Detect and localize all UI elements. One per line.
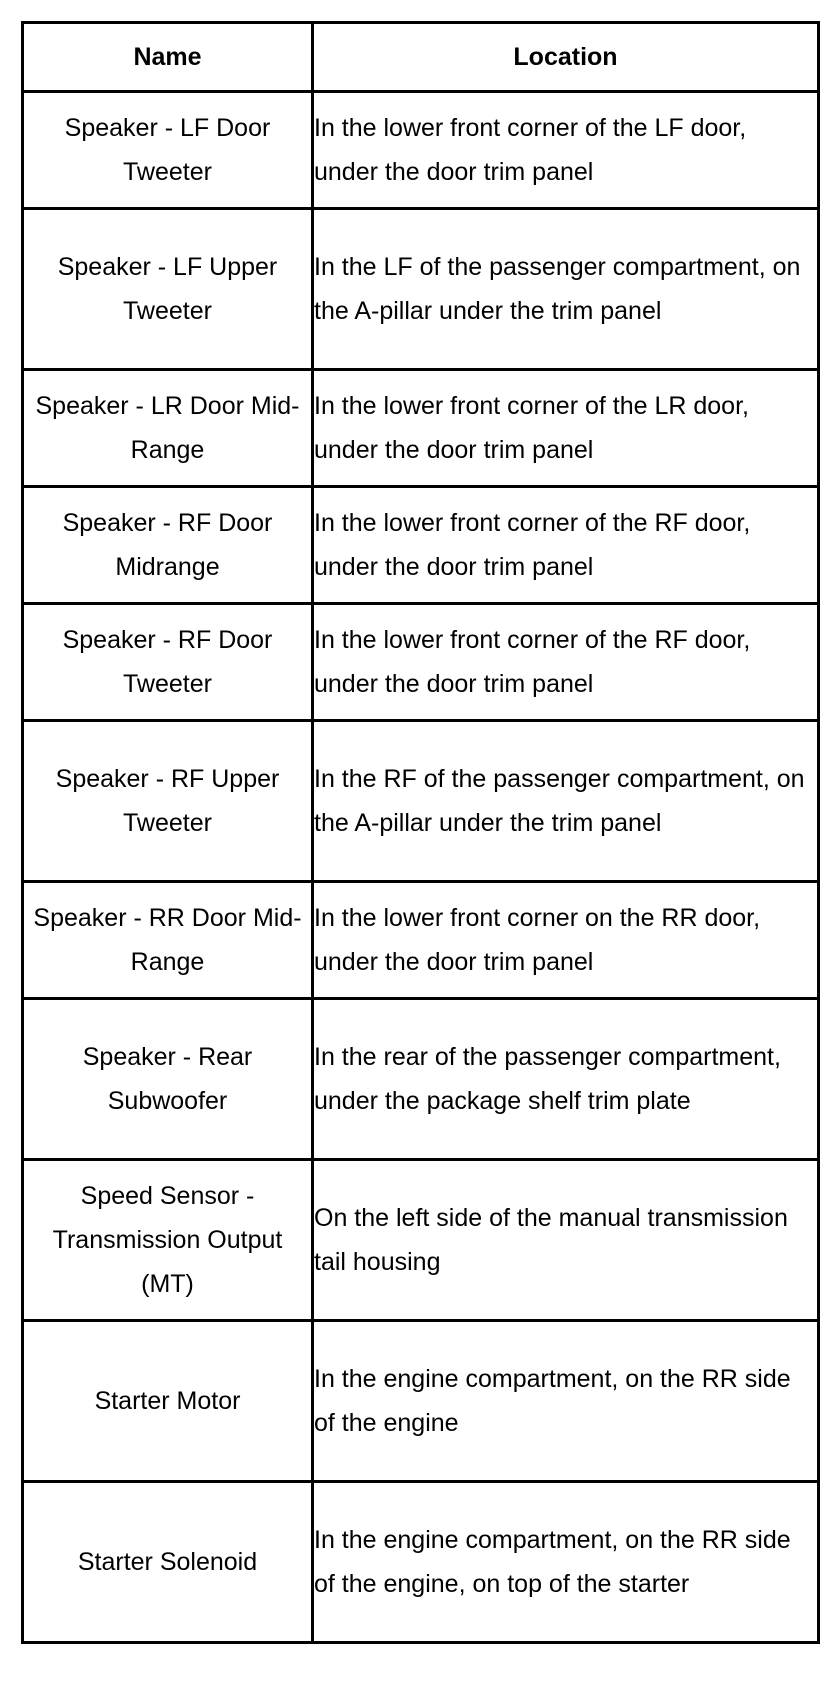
table-row: [23, 1321, 819, 1482]
component-name-cell: Speaker - RF Door Tweeter: [23, 604, 313, 721]
table-row: [23, 882, 819, 999]
table-row: [23, 721, 819, 882]
component-name-cell: Speaker - RF Upper Tweeter: [23, 721, 313, 882]
table-row: [23, 92, 819, 209]
component-location-cell: In the LF of the passenger compartment, on the A-pillar under the trim panel: [313, 209, 819, 370]
component-location-table: [21, 21, 820, 1644]
table-row: [23, 370, 819, 487]
name-column-header: Name: [23, 23, 313, 92]
component-name-cell: Starter Motor: [23, 1321, 313, 1482]
component-location-cell: In the rear of the passenger compartment, under the package shelf trim plate: [313, 999, 819, 1160]
component-location-cell: In the RF of the passenger compartment, on the A-pillar under the trim panel: [313, 721, 819, 882]
table-row: [23, 1160, 819, 1321]
component-location-cell: In the lower front corner of the RF door, under the door trim panel: [313, 604, 819, 721]
component-location-cell: In the lower front corner of the LF door, under the door trim panel: [313, 92, 819, 209]
component-name-cell: Speaker - Rear Subwoofer: [23, 999, 313, 1160]
component-location-cell: In the lower front corner on the RR door, under the door trim panel: [313, 882, 819, 999]
component-name-cell: Speaker - RR Door Mid-Range: [23, 882, 313, 999]
component-location-cell: In the lower front corner of the LR door, under the door trim panel: [313, 370, 819, 487]
component-name-cell: Starter Solenoid: [23, 1482, 313, 1643]
component-location-cell: In the engine compartment, on the RR side of the engine, on top of the starter: [313, 1482, 819, 1643]
component-name-cell: Speaker - LF Door Tweeter: [23, 92, 313, 209]
location-column-header: Location: [313, 23, 819, 92]
table-row: [23, 999, 819, 1160]
component-name-cell: Speed Sensor - Transmission Output (MT): [23, 1160, 313, 1321]
table-row: [23, 604, 819, 721]
component-name-cell: Speaker - LR Door Mid-Range: [23, 370, 313, 487]
component-name-cell: Speaker - RF Door Midrange: [23, 487, 313, 604]
component-location-cell: On the left side of the manual transmission tail housing: [313, 1160, 819, 1321]
table-row: [23, 209, 819, 370]
component-location-cell: In the engine compartment, on the RR side of the engine: [313, 1321, 819, 1482]
header-row: [23, 23, 819, 92]
table-row: [23, 487, 819, 604]
table-row: [23, 1482, 819, 1643]
component-location-cell: In the lower front corner of the RF door, under the door trim panel: [313, 487, 819, 604]
component-name-cell: Speaker - LF Upper Tweeter: [23, 209, 313, 370]
